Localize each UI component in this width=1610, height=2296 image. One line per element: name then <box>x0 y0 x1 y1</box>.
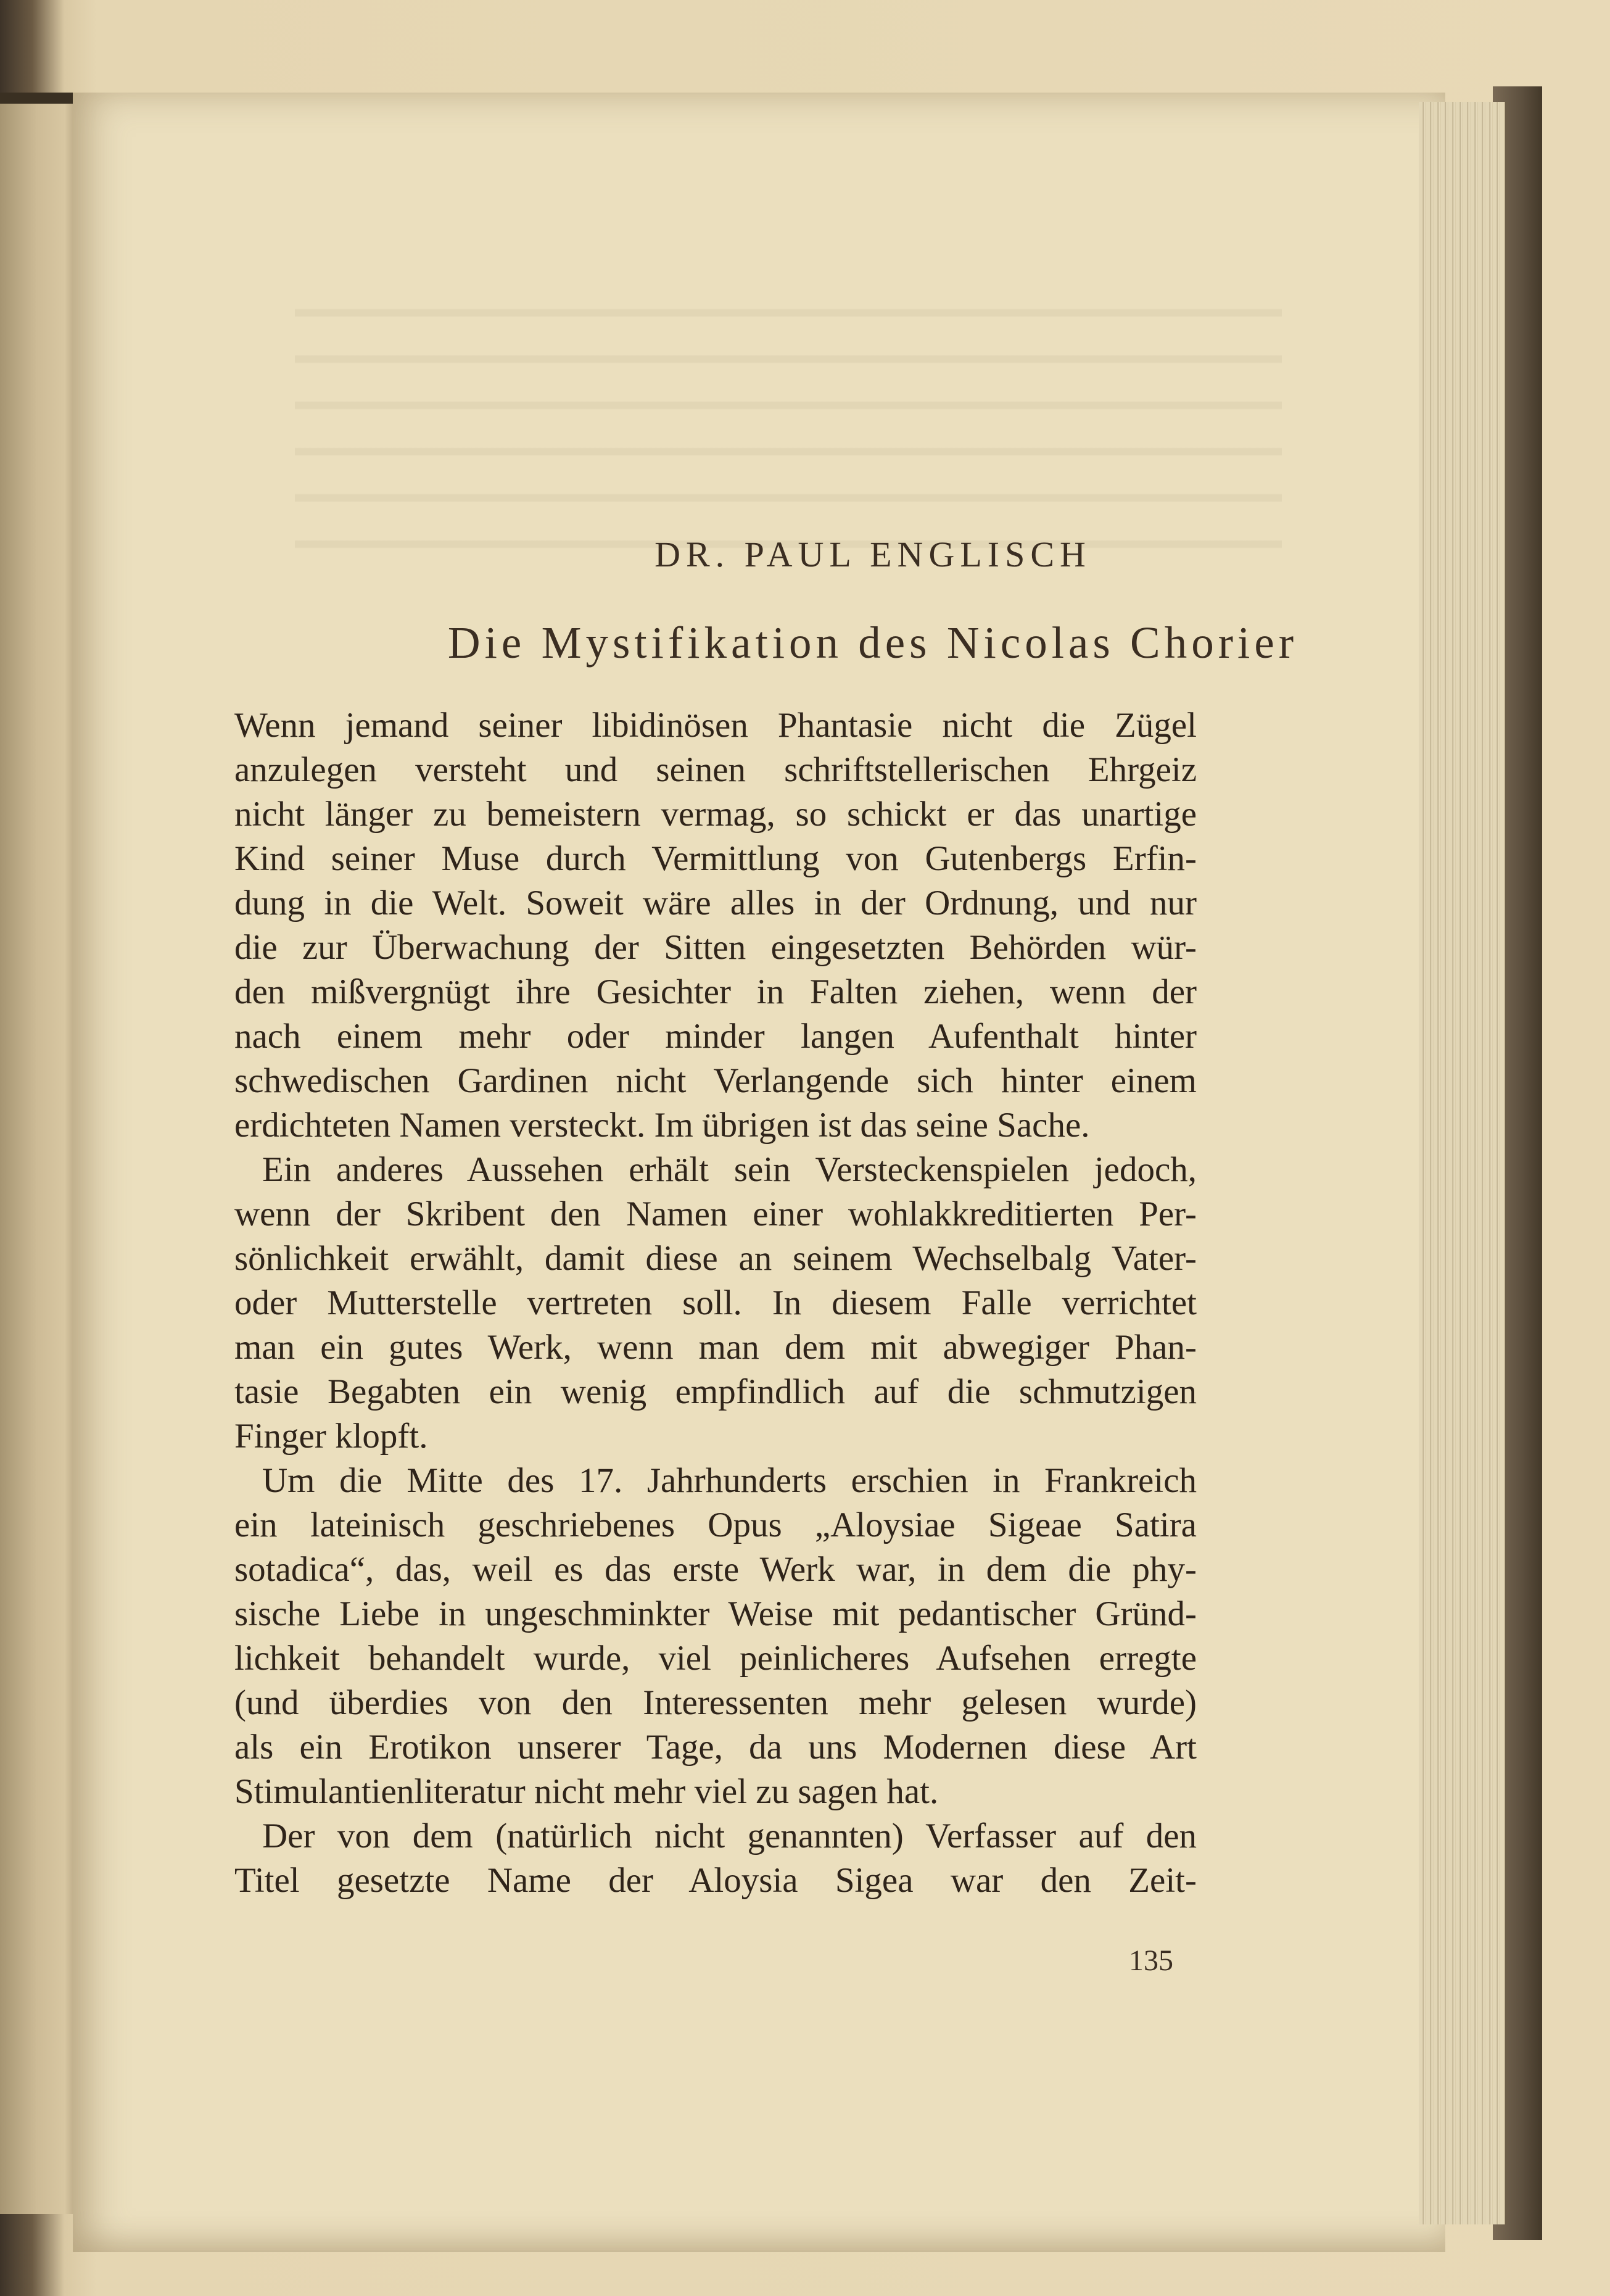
text-line: lichkeit behandelt wurde, viel peinlicheres Aufsehen erregte <box>234 1639 1197 1678</box>
text-line: erdichteten Namen versteckt. Im übrigen ist das seine Sache. <box>234 1106 1090 1145</box>
page-number: 135 <box>1129 1944 1173 1977</box>
text-line: als ein Erotikon unserer Tage, da uns Modernen diese Art <box>234 1728 1197 1767</box>
show-through-text <box>295 278 1282 574</box>
text-line: (und überdies von den Interessenten mehr gelesen wurde) <box>234 1683 1197 1722</box>
text-line: nicht länger zu bemeistern vermag, so schickt er das unartige <box>234 795 1197 834</box>
text-line: nach einem mehr oder minder langen Aufenthalt hinter <box>234 1017 1197 1056</box>
author-heading: DR. PAUL ENGLISCH <box>654 534 1091 574</box>
text-line: wenn der Skribent den Namen einer wohlakkreditierten Per- <box>234 1195 1197 1233</box>
text-line: dung in die Welt. Soweit wäre alles in der Ordnung, und nur <box>234 884 1197 922</box>
text-line: man ein gutes Werk, wenn man dem mit abwegiger Phan- <box>234 1328 1197 1367</box>
text-line: Ein anderes Aussehen erhält sein Versteckenspielen jedoch, <box>262 1150 1197 1189</box>
text-line: Titel gesetzte Name der Aloysia Sigea war den Zeit- <box>234 1861 1197 1900</box>
text-line: Kind seiner Muse durch Vermittlung von Gutenbergs Erfin- <box>234 839 1197 878</box>
text-line: tasie Begabten ein wenig empfindlich auf die schmutzigen <box>234 1372 1197 1411</box>
text-line: Wenn jemand seiner libidinösen Phantasie nicht die Zügel <box>234 706 1197 745</box>
body-text <box>234 703 1197 1903</box>
text-line: sönlichkeit erwählt, damit diese an seinem Wechselbalg Vater- <box>234 1239 1197 1278</box>
chapter-title: Die Mystifikation des Nicolas Chorier <box>447 618 1298 668</box>
text-line: Finger klopft. <box>234 1417 428 1456</box>
text-line: den mißvergnügt ihre Gesichter in Falten ziehen, wenn der <box>234 972 1197 1011</box>
text-line: anzulegen versteht und seinen schriftstellerischen Ehrgeiz <box>234 750 1197 789</box>
text-line: oder Mutterstelle vertreten soll. In diesem Falle verrichtet <box>234 1283 1197 1322</box>
text-line: ein lateinisch geschriebenes Opus „Aloysiae Sigeae Satira <box>234 1506 1197 1544</box>
text-line: schwedischen Gardinen nicht Verlangende sich hinter einem <box>234 1061 1197 1100</box>
text-line: sische Liebe in ungeschminkter Weise mit pedantischer Gründ- <box>234 1594 1197 1633</box>
text-line: die zur Überwachung der Sitten eingesetzten Behörden wür- <box>234 928 1197 967</box>
text-line: Stimulantienliteratur nicht mehr viel zu sagen hat. <box>234 1772 939 1811</box>
text-line: Der von dem (natürlich nicht genannten) Verfasser auf den <box>262 1817 1197 1855</box>
text-line: sotadica“, das, weil es das erste Werk war, in dem die phy- <box>234 1550 1197 1589</box>
text-line: Um die Mitte des 17. Jahrhunderts erschien in Frankreich <box>262 1461 1197 1500</box>
page-block-edges <box>1419 102 1508 2224</box>
